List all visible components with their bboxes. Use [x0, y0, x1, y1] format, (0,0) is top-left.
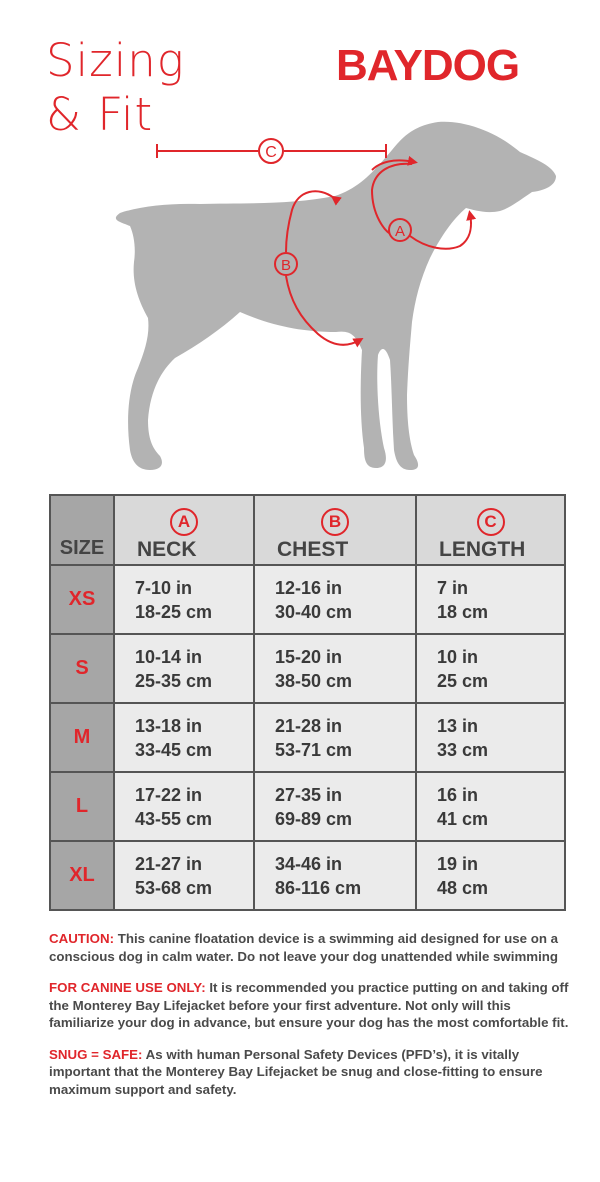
chest-cm: 53-71 cm: [275, 739, 353, 760]
canine-use-text: It is recommended you practice putting on and taking off the Monterey Bay Lifejacket before your first adventure. Not only will this familiarize your dog in advance, but ensure your dog has the most comfortable fit.: [49, 980, 569, 1030]
chest-in: 34-46 in: [275, 853, 343, 874]
length-cm: 33 cm: [437, 739, 489, 760]
chest-in: 27-35 in: [275, 784, 343, 805]
header-length-label: LENGTH: [439, 538, 526, 561]
size-cell: M: [50, 703, 114, 772]
chest-cm: 86-116 cm: [275, 877, 362, 898]
snug-safe-text: As with human Personal Safety Devices (PFD’s), it is vitally important that the Monterey Bay Lifejacket be snug and close-fitting to ensure maximum support and safety.: [49, 1046, 543, 1097]
size-cell: XL: [50, 841, 114, 910]
canine-use-note: [49, 979, 569, 1032]
circled-c-icon: C: [477, 508, 505, 536]
length-cm: 41 cm: [437, 808, 489, 829]
length-cell: [416, 634, 565, 703]
caution-note: [49, 930, 569, 965]
length-cell: [416, 565, 565, 634]
chest-in: 12-16 in: [275, 577, 343, 598]
label-b: B: [280, 257, 292, 274]
length-cm: 48 cm: [437, 877, 489, 898]
size-cell: XS: [50, 565, 114, 634]
length-cm: 18 cm: [437, 601, 489, 622]
table-row: [50, 565, 565, 634]
neck-in: 21-27 in: [135, 853, 203, 874]
table-header-row: [50, 495, 565, 565]
label-a: A: [394, 223, 406, 240]
length-cm: 25 cm: [437, 670, 489, 691]
header-chest-label: CHEST: [277, 538, 349, 561]
length-cell: [416, 772, 565, 841]
neck-in: 10-14 in: [135, 646, 203, 667]
canine-use-label: FOR CANINE USE ONLY:: [49, 980, 206, 995]
dog-silhouette: [116, 122, 556, 470]
neck-in: 17-22 in: [135, 784, 203, 805]
table-row: [50, 841, 565, 910]
chest-in: 15-20 in: [275, 646, 343, 667]
chest-cm: 69-89 cm: [275, 808, 353, 829]
chest-cm: 30-40 cm: [275, 601, 353, 622]
length-cell: [416, 703, 565, 772]
chest-cell: [254, 772, 416, 841]
neck-cell: [114, 703, 254, 772]
caution-text: This canine floatation device is a swimming aid designed for use on a conscious dog in calm water. Do not leave your dog unattended while swimming: [49, 931, 559, 964]
neck-cell: [114, 772, 254, 841]
snug-safe-note: [49, 1046, 569, 1099]
chest-cell: [254, 841, 416, 910]
length-in: 10 in: [437, 646, 479, 667]
circled-b-icon: B: [321, 508, 349, 536]
snug-safe-label: SNUG = SAFE:: [49, 1046, 143, 1062]
header-size: SIZE: [50, 495, 114, 565]
circled-a-icon: A: [170, 508, 198, 536]
safety-notes: [49, 930, 569, 1112]
length-in: 13 in: [437, 715, 479, 736]
label-c: C: [265, 144, 277, 161]
neck-cell: [114, 565, 254, 634]
length-in: 7 in: [437, 577, 469, 598]
size-chart-table: [49, 494, 566, 911]
neck-cell: [114, 841, 254, 910]
title-line-2: & Fit: [46, 88, 154, 141]
table-row: [50, 703, 565, 772]
neck-in: 13-18 in: [135, 715, 203, 736]
svg-text:BAYDOG: BAYDOG: [336, 42, 520, 86]
length-in: 16 in: [437, 784, 479, 805]
chest-cm: 38-50 cm: [275, 670, 353, 691]
header-chest: [254, 495, 416, 565]
chest-cell: [254, 634, 416, 703]
caution-label: CAUTION:: [49, 931, 114, 946]
neck-cell: [114, 634, 254, 703]
size-cell: L: [50, 772, 114, 841]
neck-cm: 33-45 cm: [135, 739, 213, 760]
dog-diagram: [0, 0, 600, 480]
table-row: [50, 772, 565, 841]
neck-in: 7-10 in: [135, 577, 193, 598]
size-cell: S: [50, 634, 114, 703]
chest-cell: [254, 703, 416, 772]
chest-in: 21-28 in: [275, 715, 343, 736]
chest-cell: [254, 565, 416, 634]
length-cell: [416, 841, 565, 910]
neck-cm: 43-55 cm: [135, 808, 213, 829]
table-row: [50, 634, 565, 703]
header-neck: [114, 495, 254, 565]
length-in: 19 in: [437, 853, 479, 874]
title-line-1: Sizing: [46, 34, 185, 87]
neck-cm: 53-68 cm: [135, 877, 213, 898]
header-length: [416, 495, 565, 565]
neck-cm: 18-25 cm: [135, 601, 213, 622]
neck-cm: 25-35 cm: [135, 670, 213, 691]
header-neck-label: NECK: [137, 538, 197, 561]
